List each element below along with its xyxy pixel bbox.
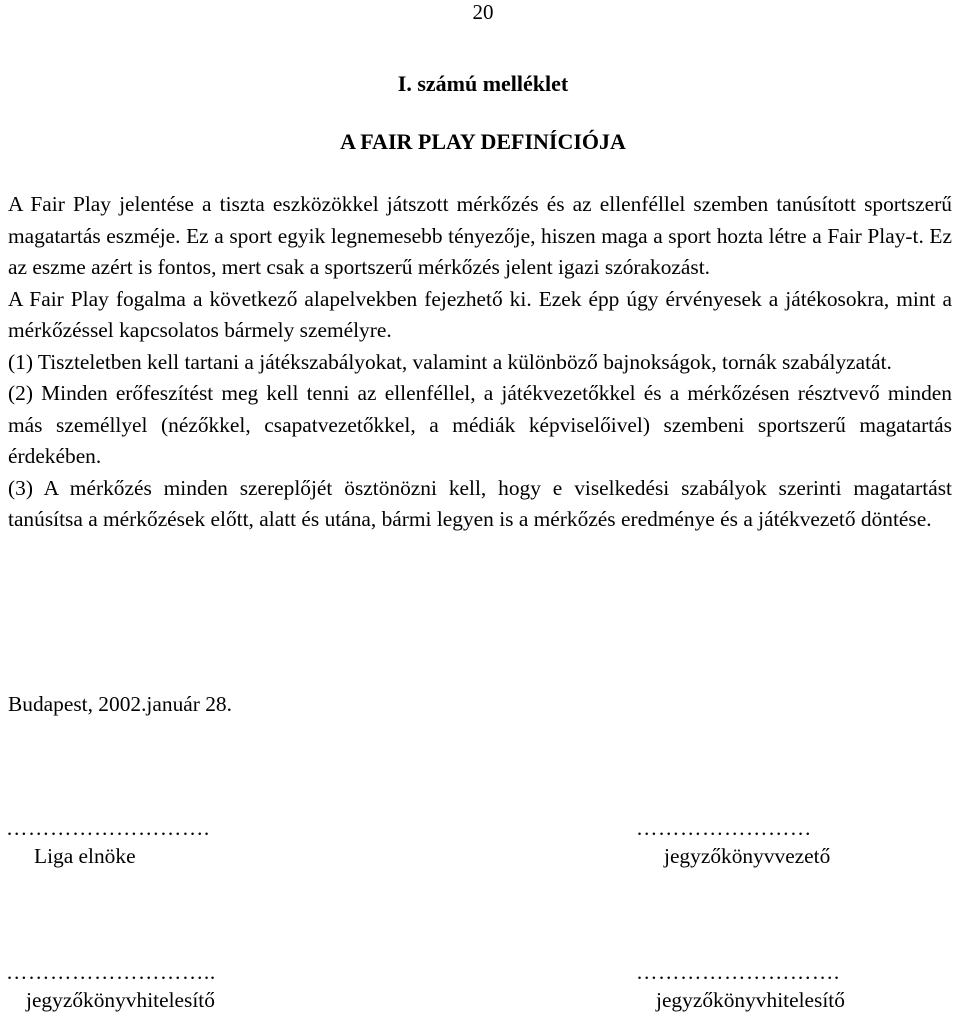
place-and-date: Budapest, 2002.január 28. [8,692,232,716]
document-body [8,189,952,536]
signature-role-jegyzokonyvvezeto: jegyzőkönyvvezető [664,844,831,868]
appendix-title: I. számú melléklet [397,71,569,96]
principle-1-paragraph: (1) Tiszteletben kell tartani a játékszabályokat, valamint a különböző bajnokságok, tornák szabályzatát. [8,349,892,374]
intro-paragraph: A Fair Play jelentése a tiszta eszközökkel játszott mérkőzés és az ellenféllel szemben tanúsított sportszerű magatartás eszméje. Ez a sport egyik legnemesebb tényezője, hiszen maga a sport hozta létre a Fair Play-t. Ez az eszme azért is fontos, mert csak a sportszerű mérkőzés jelent igazi szórakozást. [8,192,952,279]
signature-line-jegyzokonyvvezeto: …………………… [636,816,812,840]
page-number: 20 [472,0,494,24]
signature-role-hitelesito-1: jegyzőkönyvhitelesítő [26,988,215,1012]
signature-line-liga-elnoke: ………………………. [6,816,210,840]
signature-line-hitelesito-2: ………………………. [636,960,840,984]
principles-intro-paragraph: A Fair Play fogalma a következő alapelvekben fejezhető ki. Ezek épp úgy érvényesek a játékosokra, mint a mérkőzéssel kapcsolatos bármely személyre. [8,286,952,342]
document-title: A FAIR PLAY DEFINÍCIÓJA [340,129,626,154]
principle-3-paragraph: (3) A mérkőzés minden szereplőjét ösztönözni kell, hogy e viselkedési szabályok szerinti magatartást tanúsítsa a mérkőzések előtt, alatt és utána, bármi legyen is a mérkőzés eredménye és a játékvezető döntése. [8,475,952,531]
signature-line-hitelesito-1: ……………………….. [6,960,216,984]
principle-2-paragraph: (2) Minden erőfeszítést meg kell tenni az ellenféllel, a játékvezetőkkel és a mérkőzésen résztvevő minden más személlyel (nézőkkel, csapatvezetőkkel, a médiák képviselőivel) szembeni sportszerű magatartás érdekében. [8,381,952,468]
signature-role-hitelesito-2: jegyzőkönyvhitelesítő [656,988,845,1012]
signature-role-liga-elnoke: Liga elnöke [34,844,136,868]
